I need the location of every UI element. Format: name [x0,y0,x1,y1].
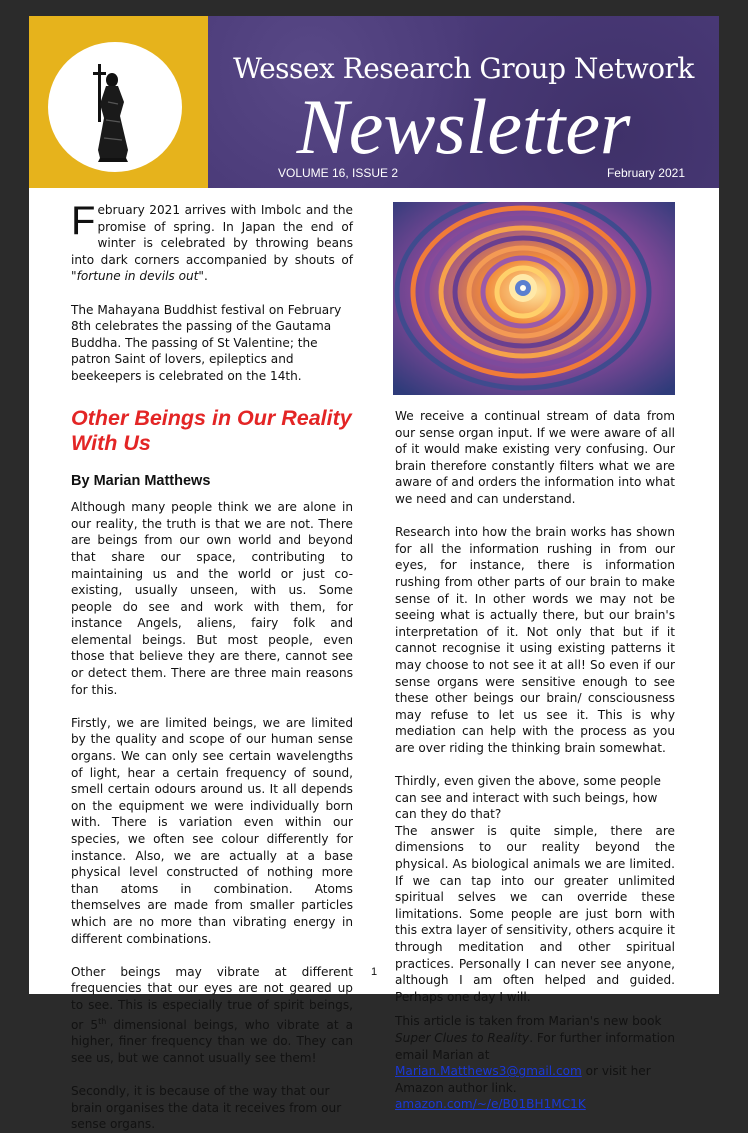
issue-date: February 2021 [606,166,685,180]
volume-issue: VOLUME 16, ISSUE 2 [278,166,399,180]
article-paragraph: Research into how the brain works has shown for all the information rushing in from our eyes, for instance, there is information rushing from other parts of our brain to make sense of it. In other words we may not be seeing what is actually there, but our brain's interpretation of it. Not only that but if it cannot recognise it using existing patterns it may choose to not see it at all! So even if our sense organs were sensitive enough to see these other beings our brain/ consciousness may refuse to let us see it. This is why mediation can help with the process as you are over riding the thinking brain somewhat. [395,525,675,755]
intro-paragraph-1 [71,199,353,285]
article-paragraph: We receive a continual stream of data from our sense organ input. If we were aware of all of it would make existing very confusing. Our brain therefore constantly filters what we are aware of and orders the information into what we need and can understand. [395,409,675,506]
masthead-title: Newsletter [296,83,631,170]
credit-text: or visit her Amazon author link. [395,1064,651,1095]
paragraph-text: dimensional beings, who vibrate at a higher, finer frequency than we do. They can see us, but we cannot usually see them! [71,1017,353,1065]
intro-end: ". [198,269,208,284]
organization-name: Wessex Research Group Network [233,52,694,85]
article-paragraph: Firstly, we are limited beings, we are limited by the quality and scope of our human sense organs. We can only see certain wavelengths of light, hear a certain frequency of sound, smell certain odours around us. It all depends on the equipment we were individually born with. There is variation even within our species, we often see colour differently for instance. Also, we are actually at a base physical level constructed of nothing more than atoms in combination. Atoms themselves are made from smaller particles which are no more than vibrating energy in different combinations. [71,715,353,946]
article-credit [395,1013,675,1113]
article-paragraph [71,964,353,1067]
logo-panel [29,16,208,188]
book-title: Super Clues to Reality [395,1030,530,1045]
credit-text: . For further information email Marian at [395,1030,675,1062]
logo-circle [48,42,182,172]
article-paragraph: Secondly, it is because of the way that our brain organises the data it receives from our sense organs. [71,1083,342,1132]
intro-quote: fortune in devils out [76,269,199,284]
article-paragraph: Although many people think we are alone in our reality, the truth is that we are not. There are beings from our own world and beyond that share our space, contributing to maintaining us and the world or just co-existing, usually unseen, with us. Some people do see and work with them, for instance Angels, aliens, fairy folk and elemental beings. But most people, even those that believe they are there, cannot see or detect them. There are three main reasons for this. [71,500,353,697]
article-paragraph: The answer is quite simple, there are dimensions to our reality beyond the physical. As biological animals we are limited. If we can tap into our greater unlimited spiritual selves we can override these limitations. Some people are just born with this extra layer of sensitivity, others acquire it through meditation and other spiritual practices. Personally I can never see anyone, although I am often helped and guided. Perhaps one day I will. [395,823,675,1004]
robed-statue-icon [48,42,182,172]
credit-text: This article is taken from Marian's new book [395,1014,662,1029]
newsletter-page [29,16,719,1132]
amazon-link[interactable]: amazon.com/~/e/B01BH1MC1K [395,1097,586,1112]
email-link[interactable]: Marian.Matthews3@gmail.com [395,1064,582,1079]
byline: By Marian Matthews [71,472,211,489]
superscript: th [98,1016,107,1026]
intro-text: ebruary 2021 arrives with Imbolc and the promise of spring. In Japan the end of winter is celebrated by throwing beans into dark corners accompanied by shouts of " [71,203,353,284]
article-paragraph: Thirdly, even given the above, some people can see and interact with such beings, how can they do that? [395,774,661,822]
masthead-banner [208,16,719,188]
paragraph-text: Other beings may vibrate at different frequencies that our eyes are not geared up to see. This is especially true of spirit beings, or 5 [71,964,353,1032]
page-number: 1 [370,966,378,978]
left-column [71,199,353,1133]
article-title: Other Beings in Our Reality With Us [71,405,352,455]
right-column [395,408,675,1113]
intro-paragraph-2: The Mahayana Buddhist festival on February 8th celebrates the passing of the Gautama Buddha. The passing of St Valentine; the patron Saint of lovers, epileptics and beekeepers is celebrated on the 14th. [71,302,342,383]
drop-cap: F [71,199,96,243]
spiral-artwork-image [393,202,675,395]
